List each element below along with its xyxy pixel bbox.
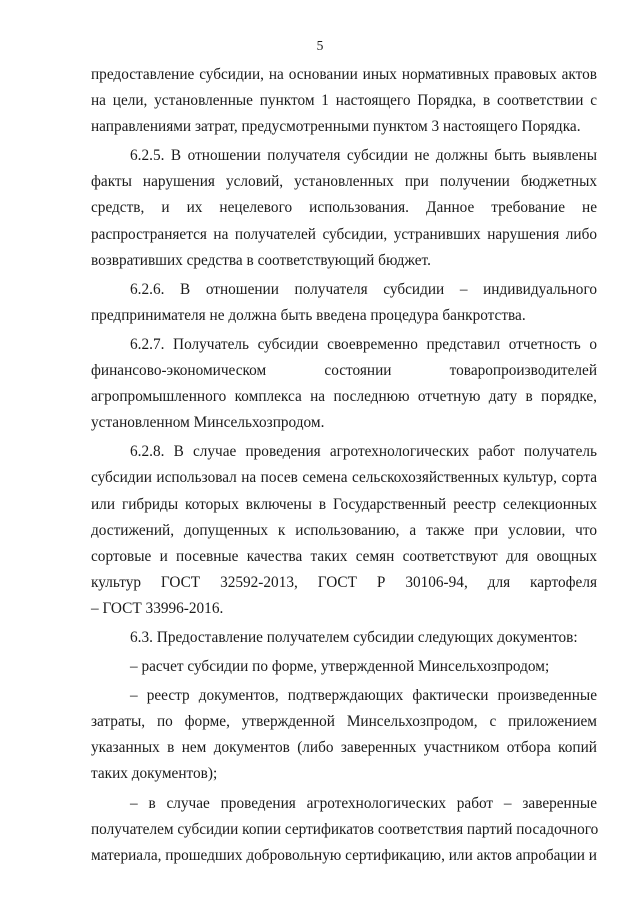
text-line: или гибриды которых включены в Государственный реестр селекционных <box>91 495 597 513</box>
text-line: на цели, установленные пунктом 1 настоящего Порядка, в соответствии с <box>91 92 597 110</box>
document-body <box>91 62 597 869</box>
text-line: предпринимателя не должна быть введена процедура банкротства. <box>91 306 526 324</box>
text-line: – расчет субсидии по форме, утвержденной Минсельхозпродом; <box>130 658 550 676</box>
text-line: установленном Минсельхозпродом. <box>91 414 325 432</box>
text-line: 6.3. Предоставление получателем субсидии следующих документов: <box>130 628 578 646</box>
text-line: таких документов); <box>91 765 218 783</box>
text-line: средств, и их нецелевого использования. Данное требование не <box>91 199 597 217</box>
text-line: факты нарушения условий, установленных при получении бюджетных <box>91 173 597 191</box>
text-line: направлениями затрат, предусмотренными пунктом 3 настоящего Порядка. <box>91 118 581 136</box>
text-line: культур ГОСТ 32592-2013, ГОСТ Р 30106-94, для картофеля <box>91 573 597 591</box>
text-line: получателем субсидии копии сертификатов соответствия партий посадочного <box>91 820 599 838</box>
text-line: – в случае проведения агротехнологических работ – заверенные <box>130 794 597 812</box>
text-line: достижений, допущенных к использованию, а также при условии, что <box>91 521 597 539</box>
text-line: агропромышленного комплекса на последнюю отчетную дату в порядке, <box>91 388 597 406</box>
text-line: предоставление субсидии, на основании иных нормативных правовых актов <box>91 66 597 83</box>
text-line: указанных в нем документов (либо заверенных участником отбора копий <box>91 739 597 757</box>
text-line: – ГОСТ 33996-2016. <box>91 599 224 617</box>
text-line: 6.2.6. В отношении получателя субсидии – индивидуального <box>130 280 597 298</box>
page-number: 5 <box>316 38 324 53</box>
text-line: 6.2.7. Получатель субсидии своевременно представил отчетность о <box>130 335 597 353</box>
text-line: 6.2.8. В случае проведения агротехнологических работ получатель <box>130 443 597 461</box>
text-line: затраты, по форме, утвержденной Минсельхозпродом, с приложением <box>91 713 597 731</box>
text-line: материала, прошедших добровольную сертификацию, или актов апробации и <box>91 846 597 864</box>
text-line: 6.2.5. В отношении получателя субсидии не должны быть выявлены <box>130 147 597 165</box>
text-line: сортовые и посевные качества таких семян соответствуют для овощных <box>91 547 597 565</box>
text-line: возвративших средства в соответствующий бюджет. <box>91 251 431 269</box>
text-line: – реестр документов, подтверждающих фактически произведенные <box>130 687 597 705</box>
text-line: финансово-экономическом состоянии товаропроизводителей <box>91 362 597 380</box>
text-line: субсидии использовал на посев семена сельскохозяйственных культур, сорта <box>91 469 597 487</box>
text-line: распространяется на получателей субсидии, устранивших нарушения либо <box>91 225 597 243</box>
